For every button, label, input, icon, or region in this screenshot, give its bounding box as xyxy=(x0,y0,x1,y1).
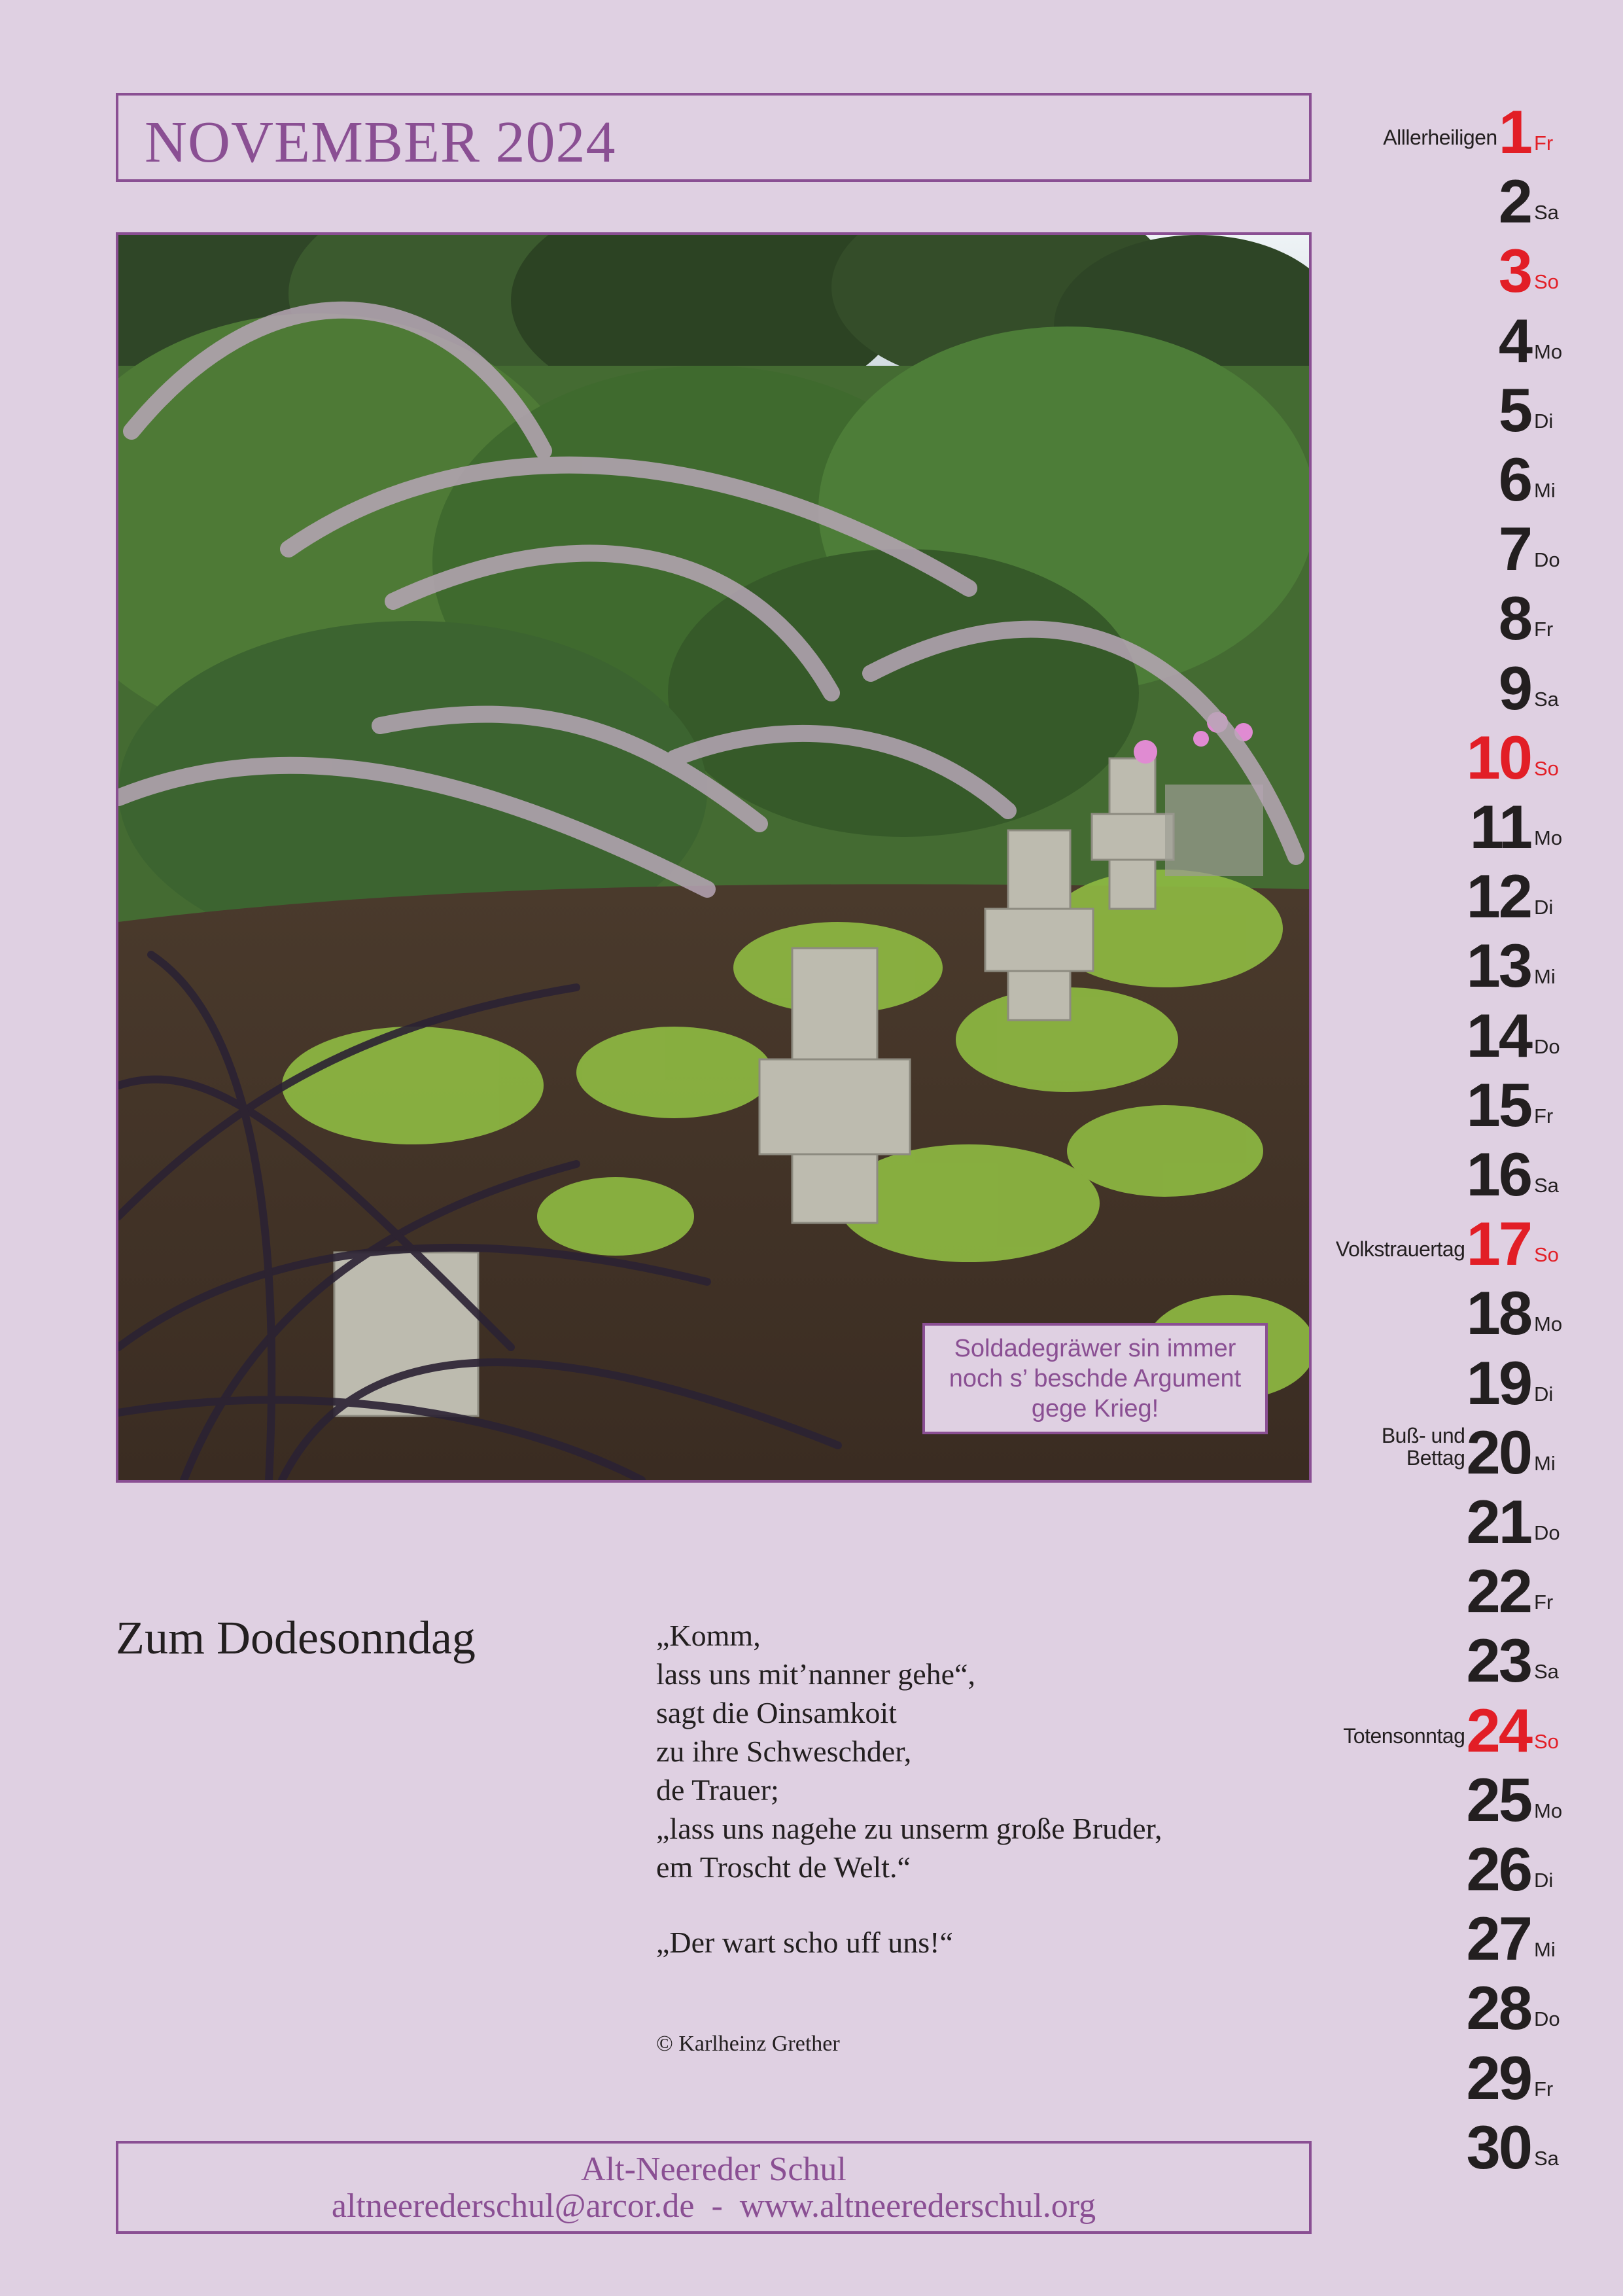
calendar-day xyxy=(1256,1273,1563,1348)
calendar-day xyxy=(1256,92,1554,166)
holiday-label: Alllerheiligen xyxy=(1383,126,1497,149)
day-number: 17 xyxy=(1466,1209,1531,1279)
caption-line: noch s’ beschde Argument xyxy=(949,1365,1242,1392)
day-number: 24 xyxy=(1466,1695,1531,1765)
holiday-label: Volkstrauertag xyxy=(1335,1237,1465,1262)
poem-line: lass uns mit’nanner gehe“, xyxy=(656,1657,975,1691)
weekday-label: Di xyxy=(1534,409,1554,433)
weekday-label: Mi xyxy=(1534,479,1556,502)
day-number: 16 xyxy=(1466,1140,1531,1209)
calendar-day xyxy=(1256,1413,1556,1487)
day-number: 13 xyxy=(1466,931,1531,1000)
calendar-day xyxy=(1256,1968,1560,2043)
footer-name: Alt-Neereder Schul xyxy=(581,2151,846,2188)
day-column xyxy=(1308,0,1623,2296)
weekday-label: Fr xyxy=(1534,1104,1554,1127)
weekday-label: Mo xyxy=(1534,1799,1563,1822)
day-number: 9 xyxy=(1498,653,1531,722)
calendar-day xyxy=(1256,1899,1556,1973)
day-number: 29 xyxy=(1466,2043,1531,2112)
day-number: 28 xyxy=(1466,1973,1531,2043)
weekday-label: Mi xyxy=(1534,1451,1556,1475)
weekday-label: Fr xyxy=(1534,1591,1554,1614)
day-number: 4 xyxy=(1498,306,1531,375)
title-box xyxy=(116,93,1312,182)
day-number: 6 xyxy=(1498,445,1531,514)
day-number: 1 xyxy=(1498,97,1531,166)
poem-line: „Der wart scho uff uns!“ xyxy=(656,1926,953,1959)
weekday-label: Do xyxy=(1534,548,1560,572)
calendar-day xyxy=(1256,1551,1554,1626)
calendar-day xyxy=(1256,301,1563,375)
caption-line: Soldadegräwer sin immer xyxy=(954,1335,1236,1362)
poem-line: „lass uns nagehe zu unserm große Bruder, xyxy=(656,1812,1162,1845)
day-number: 10 xyxy=(1466,722,1531,792)
calendar-day xyxy=(1256,857,1554,931)
calendar-day xyxy=(1256,440,1556,514)
calendar-day xyxy=(1256,2108,1559,2181)
day-number: 3 xyxy=(1498,236,1531,306)
calendar-day xyxy=(1256,578,1554,653)
calendar-day xyxy=(1256,1065,1554,1139)
photo-illustration xyxy=(118,235,1309,1480)
weekday-label: Fr xyxy=(1534,618,1554,641)
calendar-day xyxy=(1256,1204,1559,1279)
day-number: 14 xyxy=(1466,1000,1531,1070)
weekday-label: Do xyxy=(1534,1034,1560,1058)
weekday-label: So xyxy=(1534,1729,1559,1753)
weekday-label: Di xyxy=(1534,896,1554,919)
copyright: © Karlheinz Grether xyxy=(656,2032,840,2056)
calendar-day xyxy=(1256,1760,1563,1834)
weekday-label: Sa xyxy=(1534,687,1559,711)
calendar-day xyxy=(1256,996,1560,1070)
cemetery-photo xyxy=(116,232,1312,1483)
holiday-label: Totensonntag xyxy=(1343,1723,1465,1748)
calendar-day xyxy=(1256,648,1559,722)
calendar-day xyxy=(1256,162,1559,236)
weekday-label: Do xyxy=(1534,2007,1560,2031)
calendar-day xyxy=(1256,2038,1554,2112)
weekday-label: Fr xyxy=(1534,2077,1554,2100)
poem-text xyxy=(656,1616,1297,1962)
day-number: 5 xyxy=(1498,375,1531,444)
weekday-label: Mi xyxy=(1534,1938,1556,1962)
weekday-label: Mo xyxy=(1534,340,1563,363)
weekday-label: Sa xyxy=(1534,201,1559,224)
poem-line: em Troscht de Welt.“ xyxy=(656,1850,911,1884)
calendar-day xyxy=(1256,718,1559,792)
calendar-day xyxy=(1256,1829,1554,1903)
poem-line: „Komm, xyxy=(656,1619,761,1652)
poem-stanza-gap xyxy=(656,1886,1297,1923)
footer-contact: altneerederschul@arcor.de - www.altneerederschul.org xyxy=(331,2187,1096,2225)
calendar-day xyxy=(1256,1482,1560,1556)
photo-caption xyxy=(922,1323,1268,1434)
calendar-day xyxy=(1256,926,1556,1000)
caption-line: gege Krieg! xyxy=(1031,1395,1159,1422)
day-number: 7 xyxy=(1498,514,1531,584)
day-number: 23 xyxy=(1466,1626,1531,1695)
day-number: 18 xyxy=(1466,1279,1531,1348)
calendar-day xyxy=(1256,1621,1559,1695)
weekday-label: Sa xyxy=(1534,1660,1559,1684)
day-number: 15 xyxy=(1466,1070,1531,1139)
poem-line: de Trauer; xyxy=(656,1773,779,1807)
day-number: 26 xyxy=(1466,1835,1531,1903)
calendar-day xyxy=(1256,509,1560,584)
weekday-label: Sa xyxy=(1534,1174,1559,1197)
day-number: 8 xyxy=(1498,584,1531,653)
day-number: 19 xyxy=(1466,1348,1531,1417)
poem-line: zu ihre Schweschder, xyxy=(656,1735,912,1768)
weekday-label: So xyxy=(1534,756,1559,780)
poem-heading: Zum Dodesonndag xyxy=(116,1612,476,1664)
weekday-label: Fr xyxy=(1534,132,1554,154)
holiday-label: Buß- und Bettag xyxy=(1381,1423,1465,1470)
day-number: 22 xyxy=(1466,1557,1531,1626)
calendar-day xyxy=(1256,1135,1559,1209)
footer xyxy=(116,2141,1312,2234)
weekday-label: Mo xyxy=(1534,1313,1563,1336)
weekday-label: Di xyxy=(1534,1869,1554,1892)
day-number: 30 xyxy=(1466,2112,1531,2181)
weekday-label: Mi xyxy=(1534,965,1556,989)
day-number: 11 xyxy=(1469,792,1531,861)
page-title: NOVEMBER 2024 xyxy=(145,110,616,175)
day-number: 20 xyxy=(1466,1417,1531,1487)
day-number: 21 xyxy=(1466,1487,1531,1556)
day-number: 25 xyxy=(1466,1765,1531,1834)
calendar-day xyxy=(1256,231,1559,306)
weekday-label: Mo xyxy=(1534,826,1563,849)
calendar-day xyxy=(1256,787,1563,861)
weekday-label: So xyxy=(1534,1243,1559,1267)
calendar-day xyxy=(1256,1691,1559,1765)
weekday-label: Di xyxy=(1534,1382,1554,1405)
weekday-label: Sa xyxy=(1534,2146,1559,2170)
calendar-day xyxy=(1256,1343,1554,1417)
day-number: 2 xyxy=(1498,167,1531,236)
weekday-label: So xyxy=(1534,270,1559,294)
poem-line: sagt die Oinsamkoit xyxy=(656,1696,897,1729)
day-number: 12 xyxy=(1466,862,1531,931)
weekday-label: Do xyxy=(1534,1521,1560,1544)
day-number: 27 xyxy=(1466,1904,1531,1973)
calendar-day xyxy=(1256,370,1554,444)
